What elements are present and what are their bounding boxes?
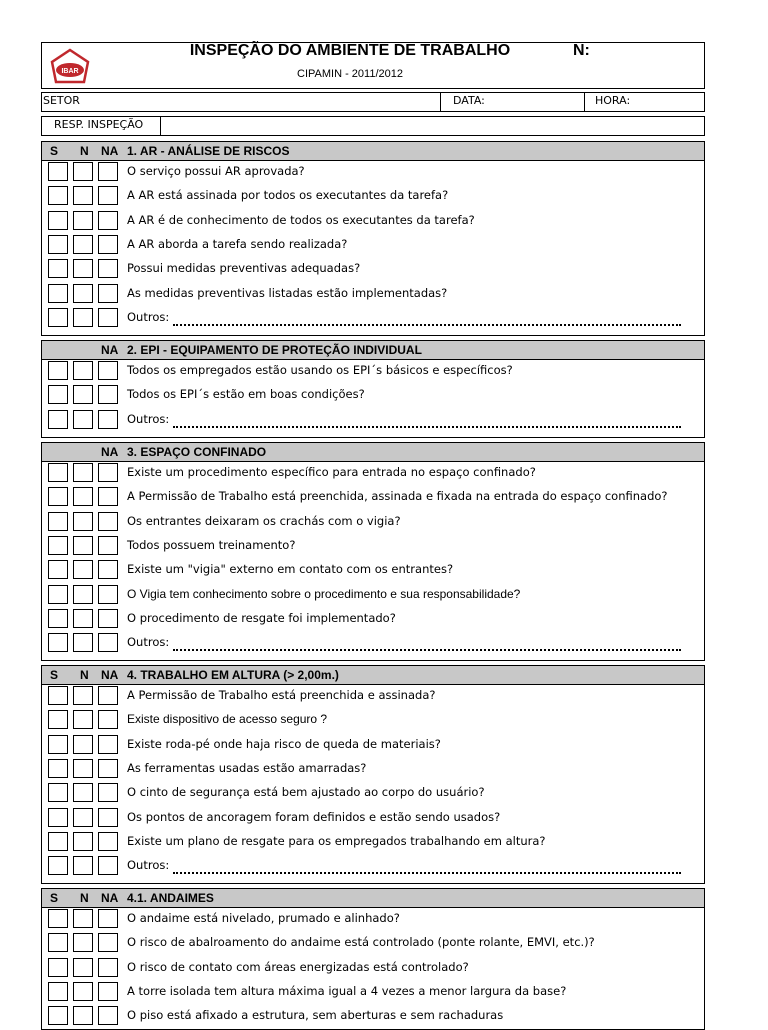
checkbox-n[interactable] — [73, 1006, 93, 1025]
checkbox-na[interactable] — [98, 536, 118, 555]
checkbox-na[interactable] — [98, 633, 118, 652]
checkbox-s[interactable] — [48, 284, 68, 303]
checkbox-s[interactable] — [48, 609, 68, 628]
checkbox-n[interactable] — [73, 235, 93, 254]
checkbox-n[interactable] — [73, 162, 93, 181]
column-label-s: S — [50, 668, 59, 682]
checkbox-s[interactable] — [48, 211, 68, 230]
checkbox-na[interactable] — [98, 211, 118, 230]
checkbox-n[interactable] — [73, 609, 93, 628]
checkbox-s[interactable] — [48, 308, 68, 327]
checklist-item-text: As medidas preventivas listadas estão implementadas? — [127, 285, 448, 300]
data-label: DATA: — [453, 94, 485, 107]
section-title: 3. ESPAÇO CONFINADO — [127, 445, 267, 459]
checkbox-s[interactable] — [48, 909, 68, 928]
column-label-s: S — [50, 144, 59, 158]
column-label-n: N — [80, 668, 89, 682]
checkbox-n[interactable] — [73, 284, 93, 303]
checkbox-na[interactable] — [98, 735, 118, 754]
column-label-na: NA — [101, 891, 119, 905]
checkbox-na[interactable] — [98, 933, 118, 952]
checklist-item-text: Outros: — [127, 858, 170, 873]
resp-inspecao-label: RESP. INSPEÇÃO — [54, 118, 144, 131]
resp-inspecao-row — [41, 116, 705, 136]
section-header — [41, 442, 705, 462]
checkbox-n[interactable] — [73, 832, 93, 851]
ibar-logo — [48, 48, 92, 84]
checkbox-s[interactable] — [48, 186, 68, 205]
checkbox-s[interactable] — [48, 235, 68, 254]
checkbox-s[interactable] — [48, 410, 68, 429]
checklist-item-text: A Permissão de Trabalho está preenchida e assinada? — [127, 688, 436, 702]
checkbox-s[interactable] — [48, 560, 68, 579]
checkbox-n[interactable] — [73, 982, 93, 1001]
checkbox-s[interactable] — [48, 463, 68, 482]
checkbox-n[interactable] — [73, 536, 93, 555]
section-header — [41, 888, 705, 908]
checkbox-na[interactable] — [98, 162, 118, 181]
checkbox-na[interactable] — [98, 235, 118, 254]
checkbox-n[interactable] — [73, 259, 93, 278]
checklist-item-text: Todos possuem treinamento? — [127, 537, 296, 552]
checkbox-n[interactable] — [73, 958, 93, 977]
checkbox-s[interactable] — [48, 512, 68, 531]
checkbox-n[interactable] — [73, 783, 93, 802]
checklist-item-text: Possui medidas preventivas adequadas? — [127, 261, 361, 276]
checkbox-s[interactable] — [48, 958, 68, 977]
section-header — [41, 141, 705, 161]
checkbox-s[interactable] — [48, 385, 68, 404]
checkbox-n[interactable] — [73, 759, 93, 778]
checkbox-na[interactable] — [98, 710, 118, 729]
checkbox-s[interactable] — [48, 783, 68, 802]
checkbox-s[interactable] — [48, 933, 68, 952]
column-label-na: NA — [101, 144, 119, 158]
checkbox-s[interactable] — [48, 759, 68, 778]
checkbox-na[interactable] — [98, 982, 118, 1001]
checklist-item-text: Existe um "vigia" externo em contato com os entrantes? — [127, 562, 454, 577]
checkbox-s[interactable] — [48, 808, 68, 827]
checkbox-n[interactable] — [73, 686, 93, 705]
checkbox-na[interactable] — [98, 259, 118, 278]
checkbox-s[interactable] — [48, 982, 68, 1001]
checklist-item-text: O risco de contato com áreas energizadas está controlado? — [127, 959, 469, 974]
checkbox-na[interactable] — [98, 856, 118, 875]
checkbox-n[interactable] — [73, 410, 93, 429]
section-title: 4.1. ANDAIMES — [127, 891, 214, 905]
section-title: 2. EPI - EQUIPAMENTO DE PROTEÇÃO INDIVIDUAL — [127, 343, 422, 357]
column-label-s: S — [50, 891, 59, 905]
checklist-item-text: A torre isolada tem altura máxima igual a 4 vezes a menor largura da base? — [127, 983, 567, 998]
checkbox-s[interactable] — [48, 856, 68, 875]
checkbox-n[interactable] — [73, 308, 93, 327]
document-subtitle: CIPAMIN - 2011/2012 — [297, 68, 403, 80]
outros-fill-line[interactable] — [173, 324, 681, 326]
checkbox-s[interactable] — [48, 710, 68, 729]
checkbox-na[interactable] — [98, 385, 118, 404]
checkbox-na[interactable] — [98, 463, 118, 482]
checkbox-na[interactable] — [98, 512, 118, 531]
checklist-item-text: Os entrantes deixaram os crachás com o vigia? — [127, 513, 401, 528]
checkbox-s[interactable] — [48, 487, 68, 506]
checkbox-n[interactable] — [73, 385, 93, 404]
checkbox-na[interactable] — [98, 1006, 118, 1025]
checkbox-n[interactable] — [73, 585, 93, 604]
column-label-na: NA — [101, 668, 119, 682]
checkbox-na[interactable] — [98, 410, 118, 429]
checkbox-n[interactable] — [73, 211, 93, 230]
checklist-item-text: O serviço possui AR aprovada? — [127, 164, 305, 178]
checkbox-n[interactable] — [73, 512, 93, 531]
checkbox-na[interactable] — [98, 958, 118, 977]
checkbox-n[interactable] — [73, 186, 93, 205]
checkbox-na[interactable] — [98, 909, 118, 928]
checkbox-n[interactable] — [73, 560, 93, 579]
checkbox-n[interactable] — [73, 710, 93, 729]
column-label-n: N — [80, 144, 89, 158]
checkbox-na[interactable] — [98, 808, 118, 827]
checkbox-na[interactable] — [98, 832, 118, 851]
checklist-item-text: Os pontos de ancoragem foram definidos e estão sendo usados? — [127, 809, 501, 824]
checklist-item-text: O piso está afixado a estrutura, sem aberturas e sem rachaduras — [127, 1008, 504, 1023]
checklist-item-text: Todos os empregados estão usando os EPI´s básicos e específicos? — [127, 363, 513, 377]
checklist-item-text: A AR está assinada por todos os executantes da tarefa? — [127, 188, 449, 203]
checkbox-na[interactable] — [98, 284, 118, 303]
column-label-na: NA — [101, 343, 119, 357]
checkbox-n[interactable] — [73, 633, 93, 652]
column-label-na: NA — [101, 445, 119, 459]
checkbox-na[interactable] — [98, 759, 118, 778]
section-title: 1. AR - ANÁLISE DE RISCOS — [127, 144, 290, 158]
setor-label: SETOR — [43, 94, 80, 107]
checkbox-n[interactable] — [73, 933, 93, 952]
checkbox-na[interactable] — [98, 308, 118, 327]
checkbox-na[interactable] — [98, 585, 118, 604]
checklist-item-text: O andaime está nivelado, prumado e alinhado? — [127, 911, 400, 925]
checkbox-n[interactable] — [73, 361, 93, 380]
document-title: INSPEÇÃO DO AMBIENTE DE TRABALHO — [189, 42, 511, 59]
checkbox-n[interactable] — [73, 909, 93, 928]
checkbox-s[interactable] — [48, 585, 68, 604]
checklist-item-text: O cinto de segurança está bem ajustado ao corpo do usuário? — [127, 785, 485, 800]
checklist-item-text: A Permissão de Trabalho está preenchida, assinada e fixada na entrada do espaço confinado? — [127, 489, 668, 504]
outros-fill-line[interactable] — [173, 872, 681, 874]
checkbox-na[interactable] — [98, 487, 118, 506]
checkbox-s[interactable] — [48, 832, 68, 851]
checklist-item-text: As ferramentas usadas estão amarradas? — [127, 760, 367, 775]
checklist-item-text: Existe um plano de resgate para os empregados trabalhando em altura? — [127, 833, 546, 848]
checklist-item-text: Existe roda-pé onde haja risco de queda de materiais? — [127, 736, 441, 751]
checkbox-s[interactable] — [48, 1006, 68, 1025]
checkbox-na[interactable] — [98, 361, 118, 380]
checkbox-n[interactable] — [73, 808, 93, 827]
svg-text:IBAR: IBAR — [61, 68, 79, 75]
checkbox-s[interactable] — [48, 735, 68, 754]
checklist-item-text: Todos os EPI´s estão em boas condições? — [127, 387, 365, 402]
checkbox-s[interactable] — [48, 361, 68, 380]
checkbox-n[interactable] — [73, 856, 93, 875]
checklist-item-text: Outros: — [127, 309, 170, 324]
checklist-item-text: A AR aborda a tarefa sendo realizada? — [127, 236, 348, 251]
checkbox-s[interactable] — [48, 686, 68, 705]
checkbox-na[interactable] — [98, 560, 118, 579]
number-label: N: — [573, 42, 590, 59]
checkbox-n[interactable] — [73, 487, 93, 506]
checklist-item-text: A AR é de conhecimento de todos os executantes da tarefa? — [127, 212, 475, 227]
checkbox-na[interactable] — [98, 686, 118, 705]
checklist-item-text: Existe um procedimento específico para entrada no espaço confinado? — [127, 465, 536, 479]
checklist-item-text: O Vigia tem conhecimento sobre o procedimento e sua responsabilidade? — [127, 586, 521, 601]
outros-fill-line[interactable] — [173, 426, 681, 428]
checkbox-s[interactable] — [48, 162, 68, 181]
checkbox-s[interactable] — [48, 259, 68, 278]
hora-label: HORA: — [595, 94, 631, 107]
checklist-item-text: Outros: — [127, 635, 170, 650]
checkbox-na[interactable] — [98, 609, 118, 628]
section-header — [41, 665, 705, 685]
checklist-item-text: Outros: — [127, 411, 170, 426]
outros-fill-line[interactable] — [173, 649, 681, 651]
checkbox-n[interactable] — [73, 735, 93, 754]
checkbox-n[interactable] — [73, 463, 93, 482]
checklist-item-text: O procedimento de resgate foi implementado? — [127, 610, 396, 625]
section-header — [41, 340, 705, 360]
setor-data-hora-row — [41, 92, 705, 112]
checkbox-na[interactable] — [98, 783, 118, 802]
section-title: 4. TRABALHO EM ALTURA (> 2,00m.) — [127, 668, 339, 682]
checklist-item-text: O risco de abalroamento do andaime está controlado (ponte rolante, EMVI, etc.)? — [127, 935, 595, 950]
checkbox-s[interactable] — [48, 536, 68, 555]
checklist-item-text: Existe dispositivo de acesso seguro ? — [127, 712, 328, 727]
checkbox-na[interactable] — [98, 186, 118, 205]
column-label-n: N — [80, 891, 89, 905]
checkbox-s[interactable] — [48, 633, 68, 652]
